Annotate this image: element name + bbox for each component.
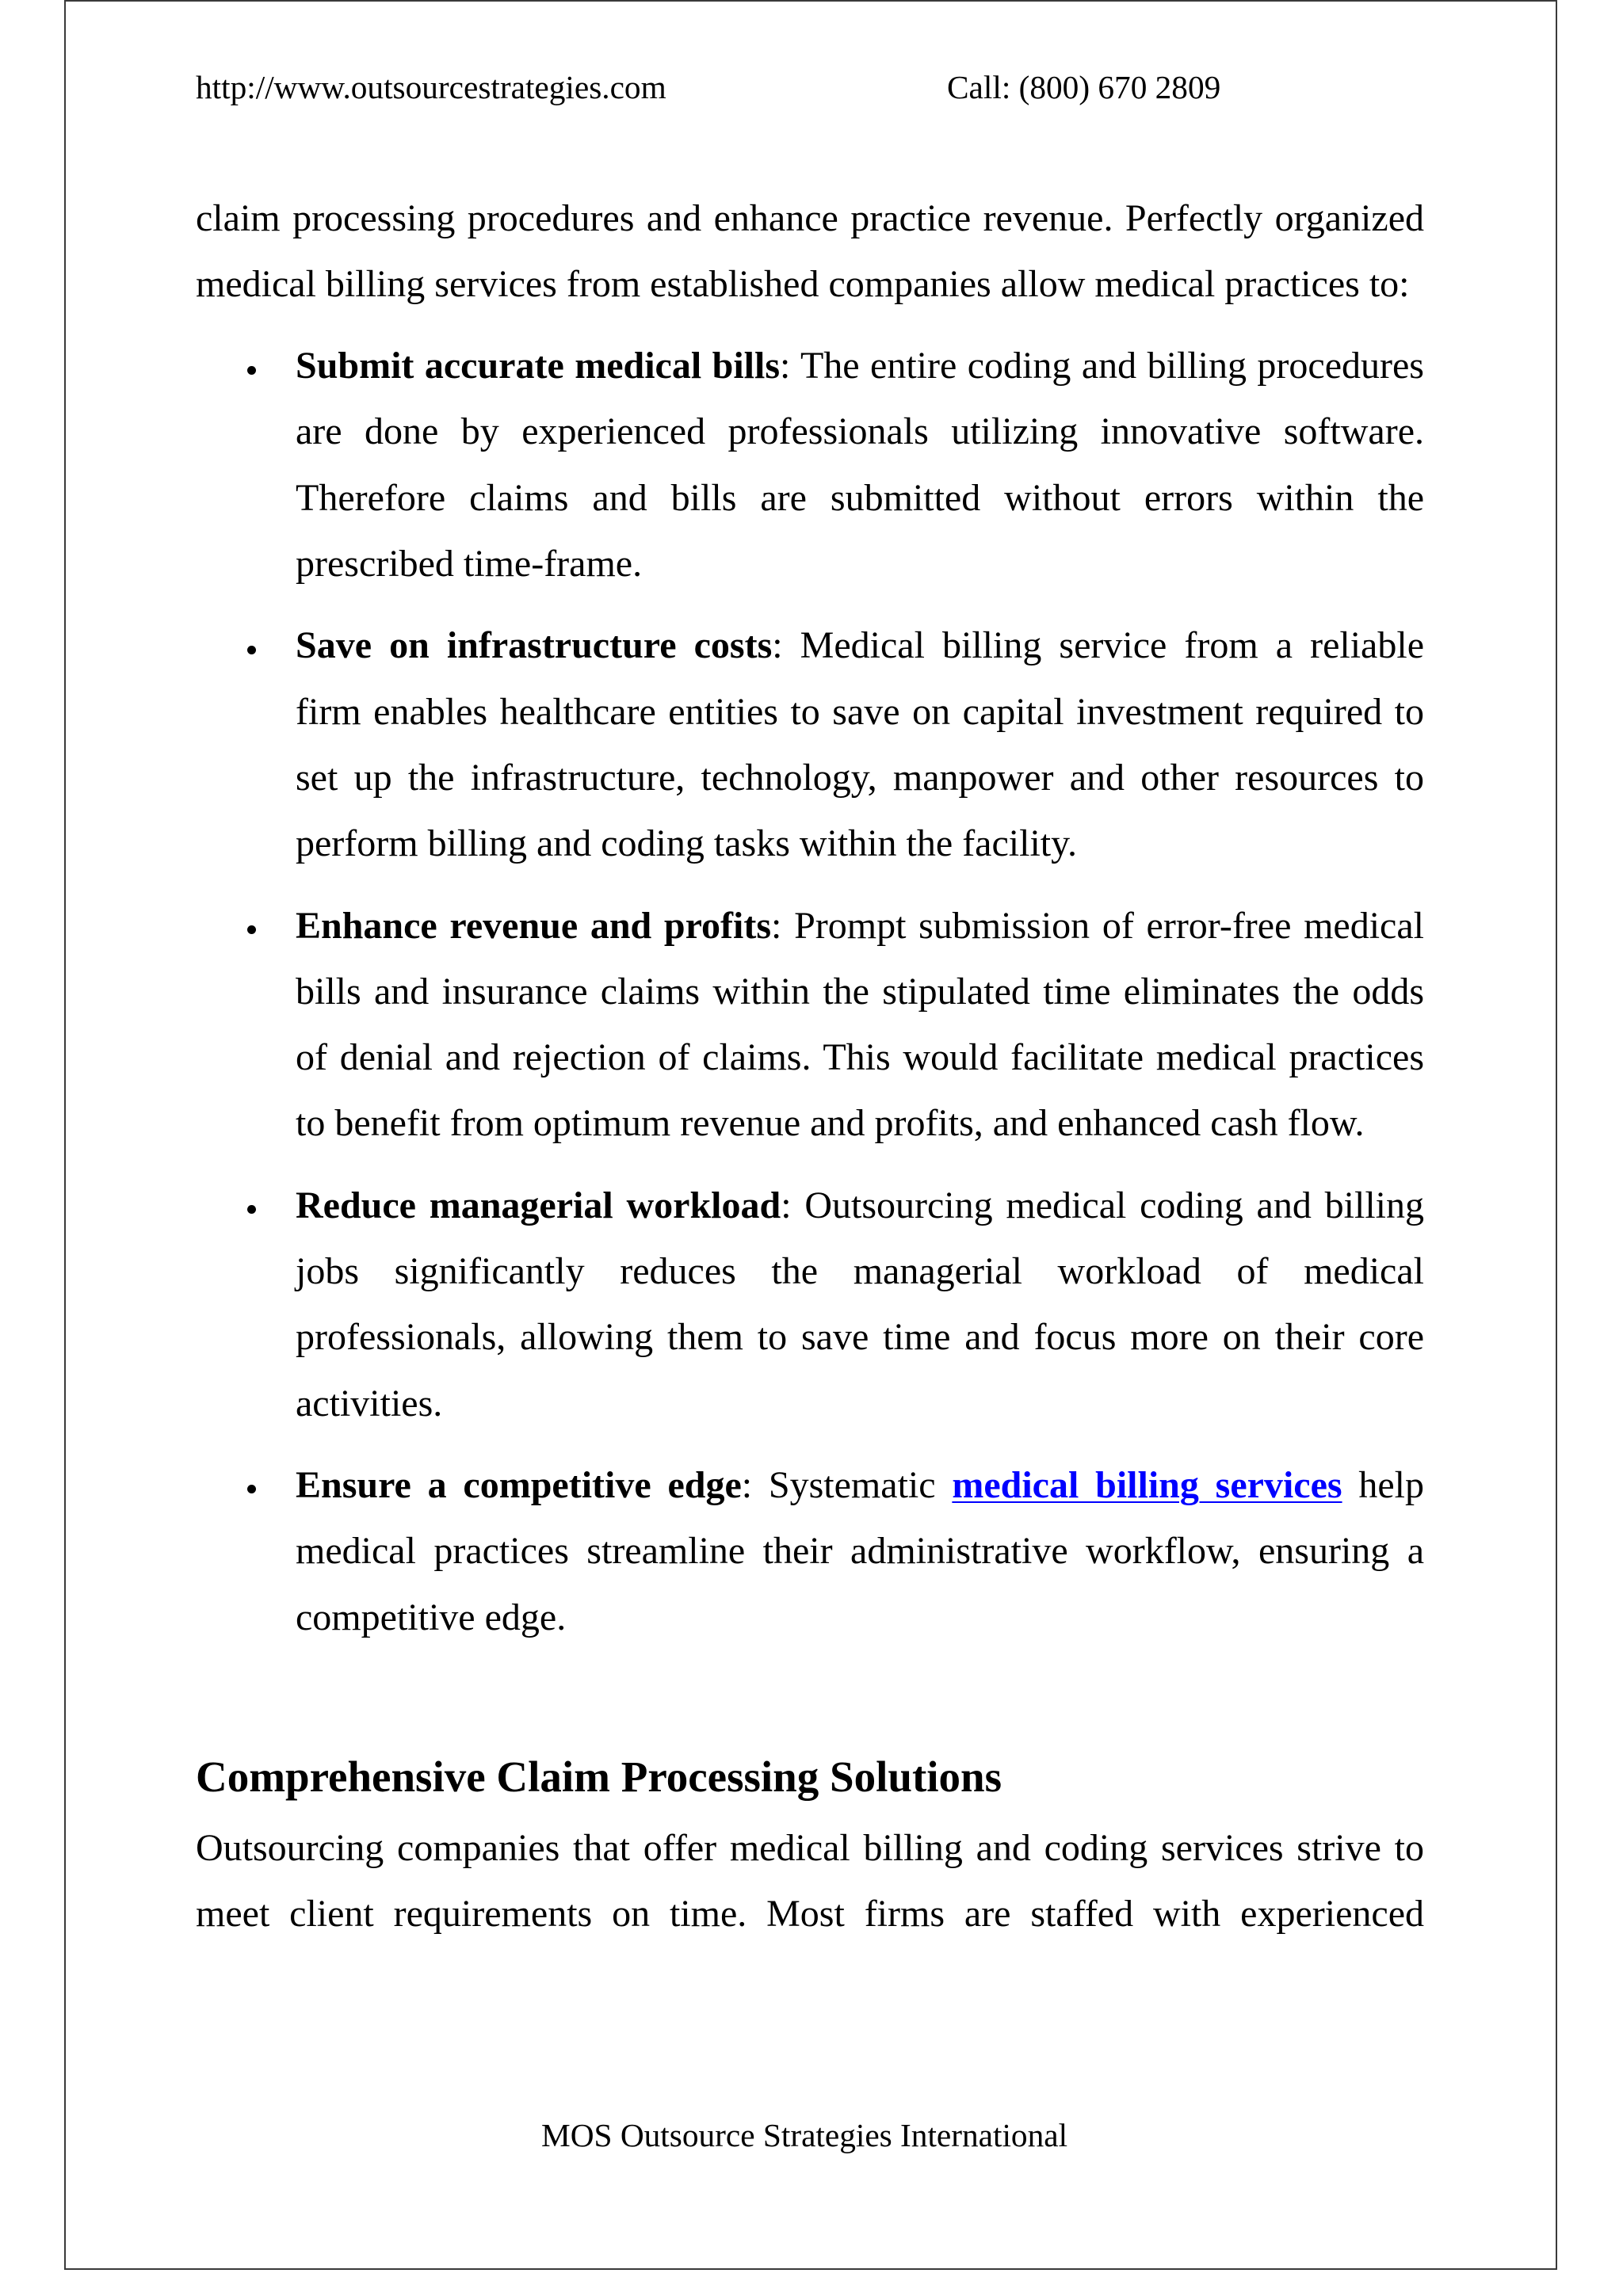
header-website: http://www.outsourcestrategies.com [196, 69, 666, 105]
benefit-text: : The entire coding and billing procedures [780, 345, 1424, 387]
benefit-line: Therefore claims and bills are submitted without errors within the [296, 476, 1424, 519]
page-body [196, 185, 1424, 1947]
benefit-text: : Medical billing service from a reliable [772, 624, 1424, 667]
section-line: Outsourcing companies that offer medical billing and coding services strive to [196, 1826, 1424, 1869]
bullet-marker [247, 646, 256, 654]
benefit-title: Ensure a competitive edge [296, 1463, 742, 1506]
list-item [196, 1452, 1424, 1650]
list-item [196, 612, 1424, 876]
list-item [196, 333, 1424, 597]
benefit-line: bills and insurance claims within the stipulated time eliminates the odds [296, 970, 1424, 1013]
benefit-text: : Outsourcing medical coding and billing [781, 1184, 1424, 1226]
benefit-title: Enhance revenue and profits [296, 904, 772, 947]
list-item [196, 1173, 1424, 1436]
benefit-line: medical practices streamline their administrative workflow, ensuring a [296, 1530, 1424, 1573]
bullet-marker [247, 366, 256, 375]
benefit-line [296, 1173, 1424, 1238]
benefit-line [296, 612, 1424, 678]
benefit-text: : Prompt submission of error-free medical [771, 904, 1425, 947]
benefit-line: to benefit from optimum revenue and profits, and enhanced cash flow. [296, 1102, 1365, 1145]
benefit-line [296, 333, 1424, 399]
section-line: meet client requirements on time. Most firms are staffed with experienced [196, 1893, 1424, 1936]
bullet-marker [247, 1205, 256, 1214]
footer-company: MOS Outsource Strategies International [541, 2117, 1068, 2153]
benefit-line: perform billing and coding tasks within the facility. [296, 822, 1078, 865]
benefit-title: Save on infrastructure costs [296, 624, 773, 667]
benefit-text: : Systematic [741, 1463, 953, 1506]
bullet-marker [247, 925, 256, 934]
section-paragraph [196, 1815, 1424, 1947]
benefit-line: prescribed time-frame. [296, 543, 643, 585]
intro-line: medical billing services from established companies allow medical practices to: [196, 262, 1410, 305]
benefit-line: set up the infrastructure, technology, manpower and other resources to [296, 756, 1424, 799]
intro-line: claim processing procedures and enhance practice revenue. Perfectly organized [196, 196, 1424, 239]
section-heading: Comprehensive Claim Processing Solutions [196, 1752, 1002, 1801]
benefit-line: professionals, allowing them to save time and focus more on their core [296, 1316, 1424, 1359]
list-item [196, 893, 1424, 1157]
benefit-line [296, 893, 1424, 959]
benefit-line: firm enables healthcare entities to save on capital investment required to [296, 690, 1424, 733]
benefit-line: are done by experienced professionals utilizing innovative software. [296, 410, 1424, 453]
benefit-text: help [1342, 1463, 1425, 1506]
benefit-title: Reduce managerial workload [296, 1184, 781, 1226]
benefit-line: activities. [296, 1382, 443, 1425]
header-phone: Call: (800) 670 2809 [947, 69, 1221, 105]
medical-billing-services-link[interactable]: medical billing services [952, 1463, 1342, 1506]
bullet-marker [247, 1485, 256, 1493]
benefit-title: Submit accurate medical bills [296, 345, 781, 387]
benefit-line: jobs significantly reduces the managerial workload of medical [296, 1250, 1424, 1293]
intro-paragraph [196, 185, 1424, 318]
benefit-line: competitive edge. [296, 1596, 567, 1638]
benefit-line [296, 1452, 1424, 1518]
benefits-list [196, 333, 1424, 1650]
benefit-line: of denial and rejection of claims. This would facilitate medical practices [296, 1036, 1424, 1079]
